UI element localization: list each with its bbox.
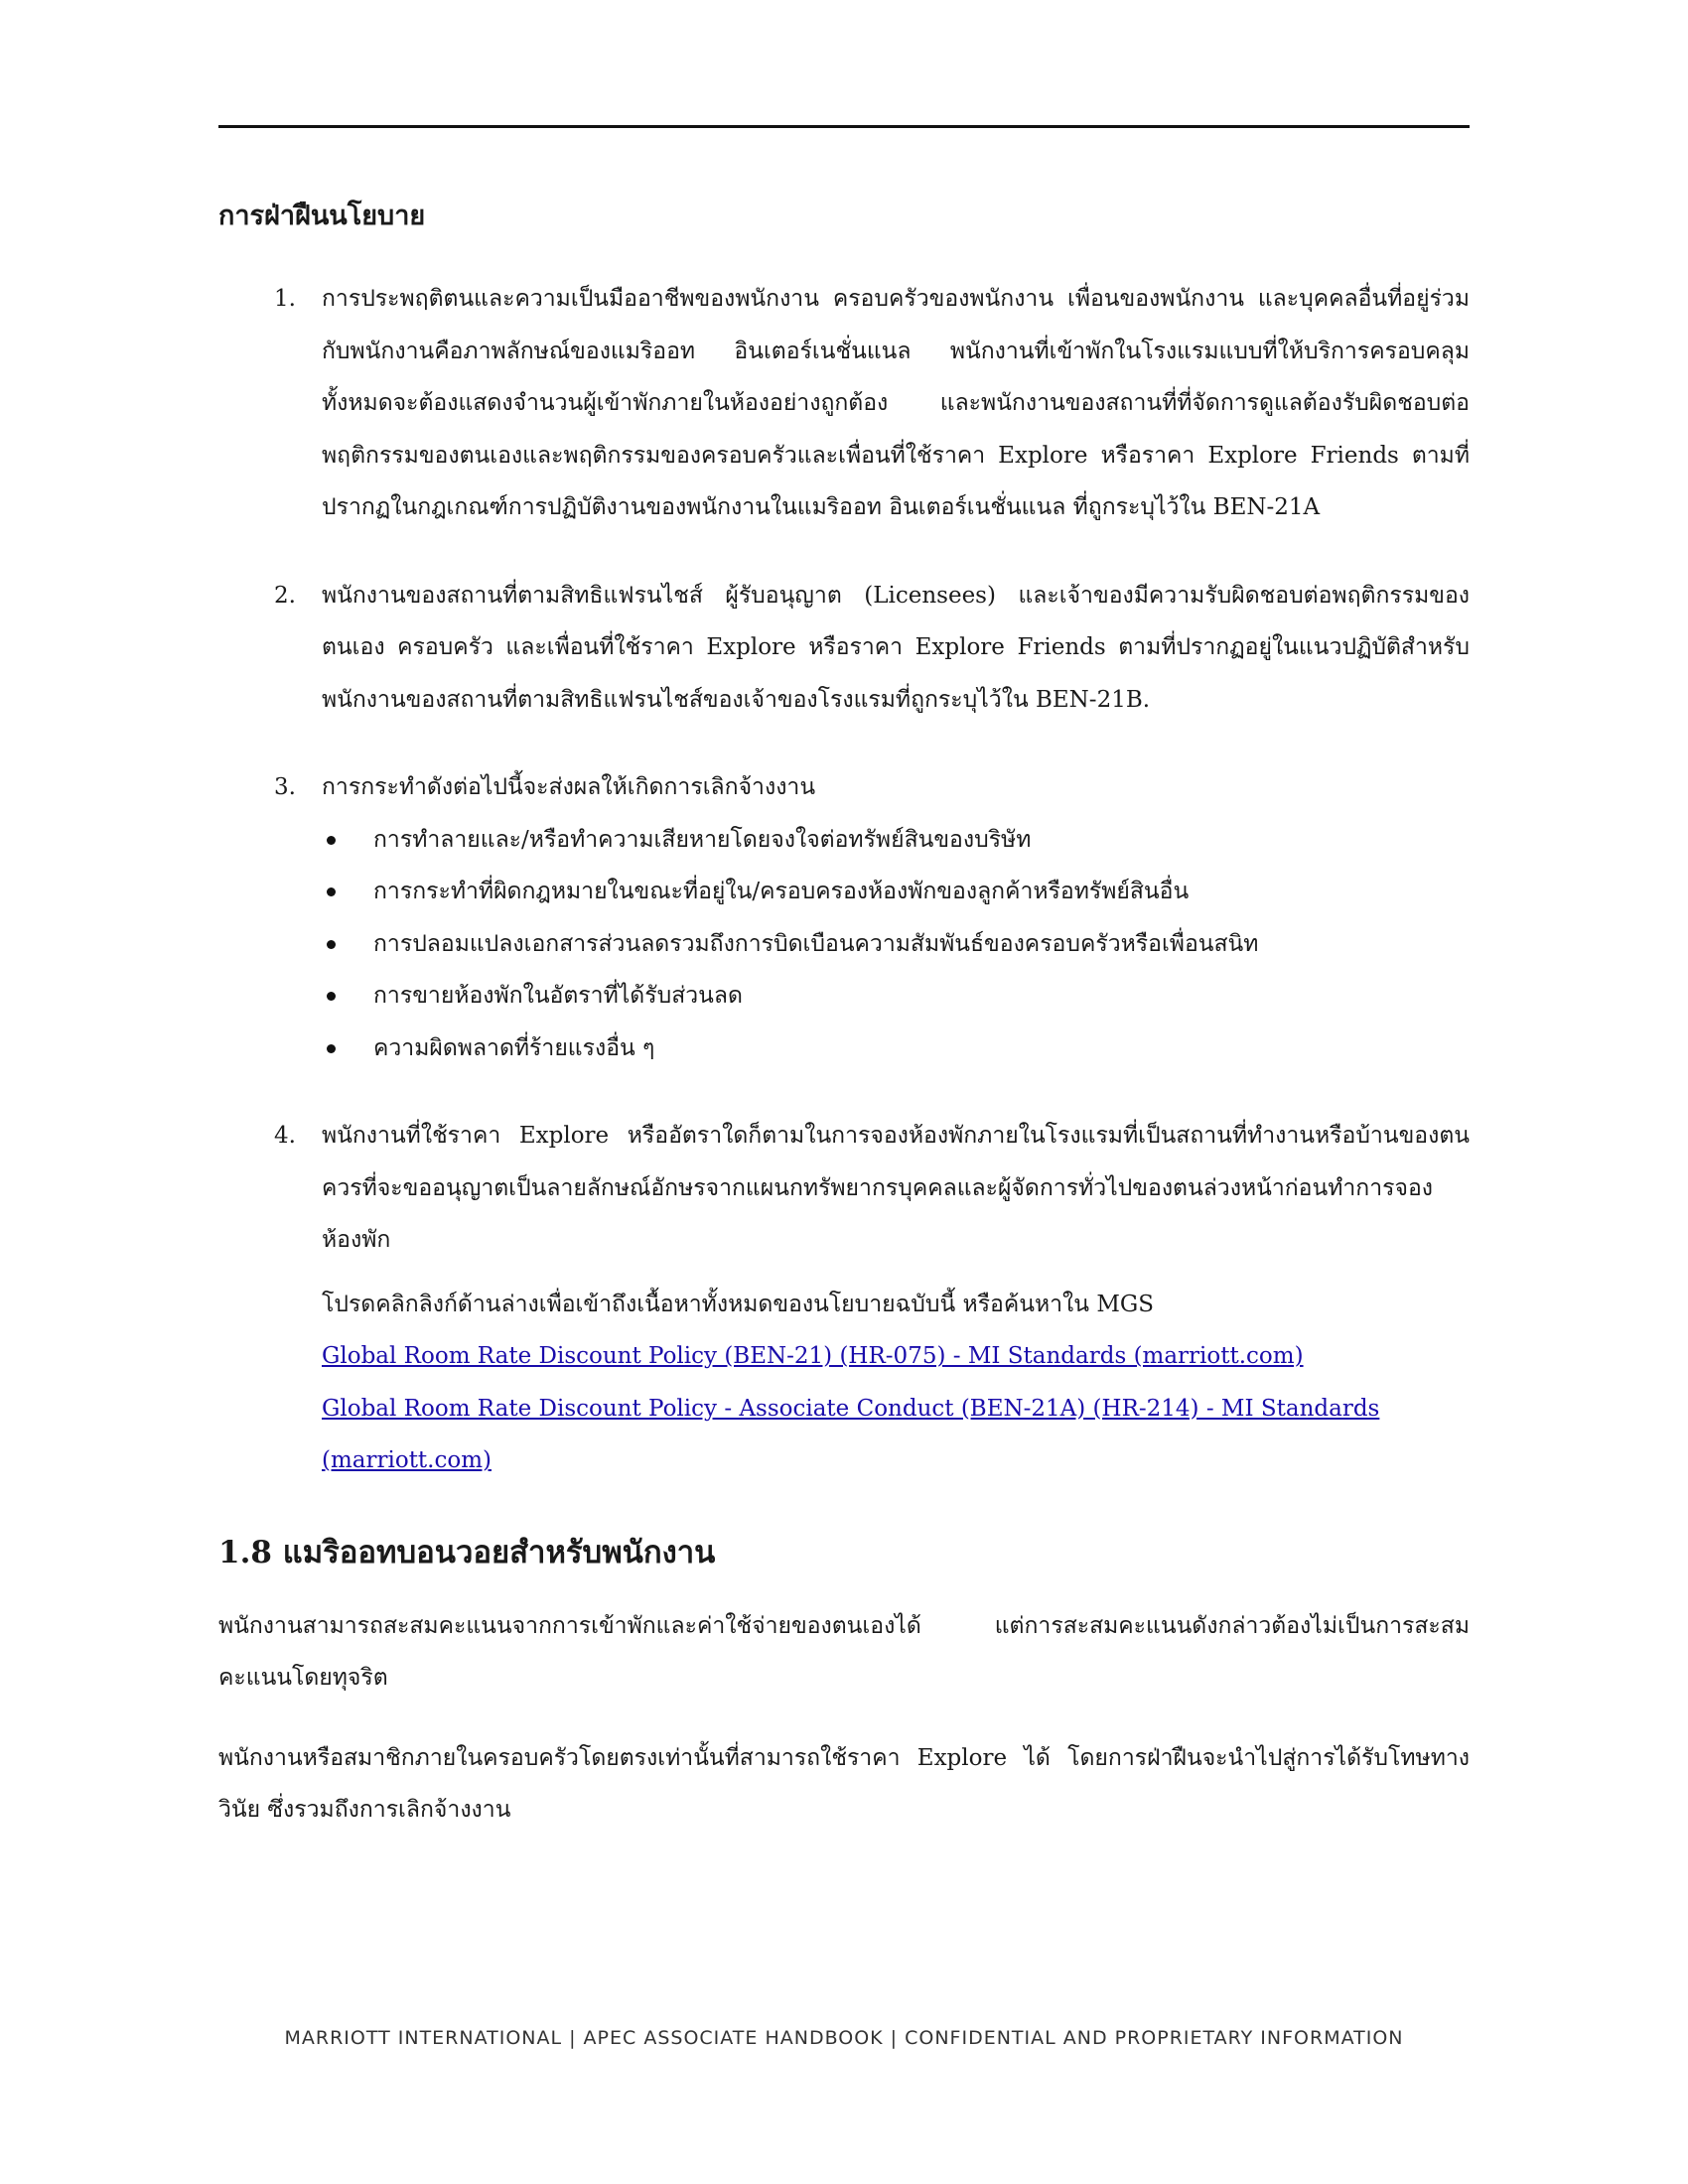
item-text: พนักงานของสถานที่ตามสิทธิแฟรนไชส์ ผู้รับอนุญาต (Licensees) และเจ้าของมีความรับผิดชอบต่อพฤติกรรมของตนเอง ครอบครัว และเพื่อนที่ใช้ราคา Explore หรือราคา Explore Friends ตามที่ปรากฏอยู่ในแนวปฏิบัติสำหรับพนักงานของสถานที่ตามสิทธิแฟรนไชส์ของเจ้าของโรงแรมที่ถูกระบุไว้ใน BEN-21B. xyxy=(322,582,1470,713)
item-number: 4. xyxy=(274,1123,296,1150)
bullet-item: การทำลายและ/หรือทำความเสียหายโดยจงใจต่อทรัพย์สินของบริษัท xyxy=(322,814,1470,867)
item-number: 1. xyxy=(274,286,296,313)
bullet-item: การปลอมแปลงเอกสารส่วนลดรวมถึงการบิดเบือนความสัมพันธ์ของครอบครัวหรือเพื่อนสนิท xyxy=(322,918,1470,971)
item-text: การกระทำดังต่อไปนี้จะส่งผลให้เกิดการเลิกจ้างงาน xyxy=(322,774,816,801)
item-text: พนักงานที่ใช้ราคา Explore หรืออัตราใดก็ตามในการจองห้องพักภายในโรงแรมที่เป็นสถานที่ทำงานหรือบ้านของตนควรที่จะขออนุญาตเป็นลายลักษณ์อักษรจากแผนกทรัพยากรบุคคลและผู้จัดการทั่วไปของตนล่วงหน้าก่อนทำการจองห้องพัก xyxy=(322,1123,1470,1254)
bonvoy-paragraph-2: พนักงานหรือสมาชิกภายในครอบครัวโดยตรงเท่านั้นที่สามารถใช้ราคา Explore ได้ โดยการฝ่าฝืนจะนำไปสู่การได้รับโทษทางวินัย ซึ่งรวมถึงการเลิกจ้างงาน xyxy=(218,1744,1470,1824)
item-number: 2. xyxy=(274,582,296,609)
list-item xyxy=(218,273,1470,534)
links-note xyxy=(218,1279,1470,1487)
list-item xyxy=(218,570,1470,727)
bonvoy-paragraph-1: พนักงานสามารถสะสมคะแนนจากการเข้าพักและค่าใช้จ่ายของตนเองได้ แต่การสะสมคะแนนดังกล่าวต้องไม่เป็นการสะสมคะแนนโดยทุจริต xyxy=(218,1612,1470,1692)
list-item xyxy=(218,1110,1470,1267)
list-item xyxy=(218,761,1470,1074)
termination-bullets xyxy=(322,814,1470,1075)
item-text: การประพฤติตนและความเป็นมืออาชีพของพนักงาน ครอบครัวของพนักงาน เพื่อนของพนักงาน และบุคคลอื่นที่อยู่ร่วมกับพนักงานคือภาพลักษณ์ของแมริออท อินเตอร์เนชั่นแนล พนักงานที่เข้าพักในโรงแรมแบบที่ให้บริการครอบคลุมทั้งหมดจะต้องแสดงจำนวนผู้เข้าพักภายในห้องอย่างถูกต้อง และพนักงานของสถานที่ที่จัดการดูแลต้องรับผิดชอบต่อพฤติกรรมของตนเองและพฤติกรรมของครอบครัวและเพื่อนที่ใช้ราคา Explore หรือราคา Explore Friends ตามที่ปรากฏในกฎเกณฑ์การปฏิบัติงานของพนักงานในแมริออท อินเตอร์เนชั่นแนล ที่ถูกระบุไว้ใน BEN-21A xyxy=(322,286,1470,521)
page-footer: MARRIOTT INTERNATIONAL | APEC ASSOCIATE HANDBOOK | CONFIDENTIAL AND PROPRIETARY INFORMATION xyxy=(284,2027,1404,2049)
ben-21a-policy-link[interactable]: Global Room Rate Discount Policy - Associate Conduct (BEN-21A) (HR-214) - MI Standards (marriott.com) xyxy=(322,1395,1380,1474)
policy-violation-heading: การฝ่าฝืนนโยบาย xyxy=(218,201,426,231)
header-rule xyxy=(218,125,1470,128)
policy-list xyxy=(218,273,1470,1267)
page-content xyxy=(218,199,1470,1864)
note-text: โปรดคลิกลิงก์ด้านล่างเพื่อเข้าถึงเนื้อหาทั้งหมดของนโยบายฉบับนี้ หรือค้นหาใน MGS xyxy=(322,1291,1154,1317)
ben-21-policy-link[interactable]: Global Room Rate Discount Policy (BEN-21) (HR-075) - MI Standards (marriott.com) xyxy=(322,1343,1304,1370)
bonvoy-heading: 1.8 แมริออทบอนวอยสำหรับพนักงาน xyxy=(218,1534,716,1570)
bullet-item: การกระทำที่ผิดกฎหมายในขณะที่อยู่ใน/ครอบครองห้องพักของลูกค้าหรือทรัพย์สินอื่น xyxy=(322,866,1470,918)
bullet-item: การขายห้องพักในอัตราที่ได้รับส่วนลด xyxy=(322,970,1470,1023)
item-number: 3. xyxy=(274,774,296,801)
bullet-item: ความผิดพลาดที่ร้ายแรงอื่น ๆ xyxy=(322,1023,1470,1075)
